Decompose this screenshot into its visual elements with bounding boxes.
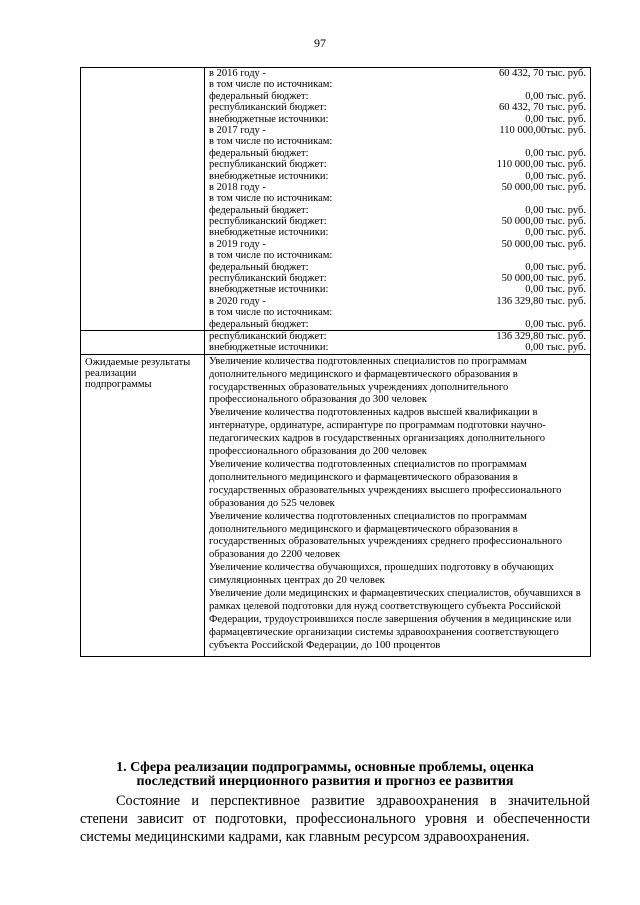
expected-result-item: Увеличение количества подготовленных кадров высшей квалификации в интернатуре, ординатуре, аспирантуре по программам подготовки научно-педагогических кадров в государственных организациях дополнительного профессионального образования до 200 человек <box>209 407 546 458</box>
financing-line-amount: 110 000,00 тыс. руб. <box>496 159 586 171</box>
financing-line <box>205 262 590 273</box>
financing-line <box>205 125 590 136</box>
expected-result-item: Увеличение доли медицинских и фармацевтических специалистов, обучавшихся в рамках целевой подготовки для нужд соответствующего субъекта Российской Федерации, трудоустроившихся после завершения обучения в медицинские или фармацевтические организации системы здравоохранения соответствующего субъекта Российской Федерации, до 100 процентов <box>209 588 581 651</box>
financing-line-amount: 0,00 тыс. руб. <box>525 147 586 159</box>
financing-line <box>205 284 590 295</box>
financing-line-label: в 2017 году - <box>209 124 266 136</box>
financing-line-label: республиканский бюджет: <box>209 102 327 114</box>
page-number: 97 <box>314 36 326 50</box>
financing-line <box>205 193 590 204</box>
financing-line-label: в том числе по источникам: <box>209 79 333 91</box>
financing-line-label: республиканский бюджет: <box>209 273 327 285</box>
expected-result-item: Увеличение количества подготовленных специалистов по программам дополнительного медицинского и фармацевтического образования в государственных образовательных учреждениях высшего профессионального образования до 525 человек <box>209 459 562 509</box>
financing-line-label: в 2018 году - <box>209 181 266 193</box>
financing-line-amount: 50 000,00 тыс. руб. <box>501 216 586 228</box>
financing-line-amount: 50 000,00 тыс. руб. <box>501 181 586 193</box>
financing-line-label: республиканский бюджет: <box>209 330 327 342</box>
body-paragraph: Состояние и перспективное развитие здравоохранения в значительной степени зависит от подготовки, профессионального уровня и обеспеченности системы медицинскими кадрами, как главным ресурсом здравоохранения. <box>80 793 590 845</box>
financing-line-amount: 0,00 тыс. руб. <box>525 90 586 102</box>
financing-line <box>205 171 590 182</box>
financing-line <box>205 273 590 284</box>
financing-line-label: внебюджетные источники: <box>209 170 329 182</box>
financing-line-label: федеральный бюджет: <box>209 147 309 159</box>
financing-line-label: в 2020 году - <box>209 295 266 307</box>
financing-line <box>205 91 590 102</box>
financing-line <box>205 148 590 159</box>
financing-line <box>205 319 590 330</box>
financing-label-cell <box>81 68 205 331</box>
expected-results-label: Ожидаемые результаты реализации подпрограммы <box>81 354 205 656</box>
financing-line-amount: 0,00 тыс. руб. <box>525 204 586 216</box>
expected-result-item: Увеличение количества подготовленных специалистов по программам дополнительного медицинского и фармацевтического образования в государственных образовательных учреждениях дополнительного профессионального образования до 300 человек <box>209 355 527 406</box>
financing-line-amount: 0,00 тыс. руб. <box>525 318 586 330</box>
financing-line-label: в том числе по источникам: <box>209 307 333 319</box>
financing-values-cell-tail <box>205 330 591 354</box>
financing-line <box>205 216 590 227</box>
financing-line-label: республиканский бюджет: <box>209 216 327 228</box>
financing-line-label: федеральный бюджет: <box>209 90 309 102</box>
financing-line-label: в 2019 году - <box>209 238 266 250</box>
financing-line-amount: 50 000,00 тыс. руб. <box>501 273 586 285</box>
expected-result-item: Увеличение количества обучающихся, прошедших подготовку в обучающих симуляционных центрах до 20 человек <box>209 562 554 587</box>
financing-values-cell <box>205 68 591 331</box>
financing-line-amount: 110 000,00тыс. руб. <box>499 124 586 136</box>
financing-line-amount: 136 329,80 тыс. руб. <box>496 295 586 307</box>
financing-line-amount: 0,00 тыс. руб. <box>525 113 586 125</box>
financing-line-amount: 136 329,80 тыс. руб. <box>496 330 586 342</box>
financing-line <box>205 250 590 261</box>
financing-line-label: федеральный бюджет: <box>209 204 309 216</box>
financing-line-label: в том числе по источникам: <box>209 250 333 262</box>
financing-line-label: в 2016 году - <box>209 68 266 79</box>
financing-line <box>205 182 590 193</box>
financing-row-tail <box>81 330 591 354</box>
financing-label-cell-tail <box>81 330 205 354</box>
financing-line <box>205 296 590 307</box>
financing-line <box>205 331 590 342</box>
financing-line <box>205 307 590 318</box>
financing-line <box>205 102 590 113</box>
financing-line <box>205 114 590 125</box>
financing-line <box>205 227 590 238</box>
financing-line-label: в том числе по источникам: <box>209 136 333 148</box>
financing-line-amount: 0,00 тыс. руб. <box>525 342 586 354</box>
financing-line-label: внебюджетные источники: <box>209 113 329 125</box>
section-heading: 1. Сфера реализации подпрограммы, основные проблемы, оценка последствий инерционного развития и прогноз ее развития <box>116 760 534 789</box>
financing-line <box>205 239 590 250</box>
subprogram-passport-table <box>80 67 591 657</box>
financing-line <box>205 79 590 90</box>
financing-line-label: федеральный бюджет: <box>209 261 309 273</box>
expected-result-item: Увеличение количества подготовленных специалистов по программам дополнительного медицинского и фармацевтического образования в государственных образовательных учреждениях среднего профессионального образования до 2200 человек <box>209 510 563 561</box>
financing-line <box>205 342 590 353</box>
financing-line-amount: 60 432, 70 тыс. руб. <box>499 68 586 79</box>
financing-line <box>205 136 590 147</box>
financing-line <box>205 159 590 170</box>
financing-row-main <box>81 68 591 331</box>
financing-line-label: республиканский бюджет: <box>209 159 327 171</box>
expected-results-list <box>205 354 591 656</box>
financing-line-label: федеральный бюджет: <box>209 318 309 330</box>
financing-line-label: в том числе по источникам: <box>209 193 333 205</box>
financing-line-label: внебюджетные источники: <box>209 342 329 354</box>
financing-line-label: внебюджетные источники: <box>209 284 329 296</box>
financing-line-label: внебюджетные источники: <box>209 227 329 239</box>
expected-results-row <box>81 354 591 656</box>
financing-line <box>205 68 590 79</box>
financing-line-amount: 0,00 тыс. руб. <box>525 261 586 273</box>
financing-line-amount: 0,00 тыс. руб. <box>525 227 586 239</box>
financing-line-amount: 0,00 тыс. руб. <box>525 170 586 182</box>
financing-line-amount: 0,00 тыс. руб. <box>525 284 586 296</box>
financing-line <box>205 205 590 216</box>
financing-line-amount: 60 432, 70 тыс. руб. <box>499 102 586 114</box>
financing-line-amount: 50 000,00 тыс. руб. <box>501 238 586 250</box>
